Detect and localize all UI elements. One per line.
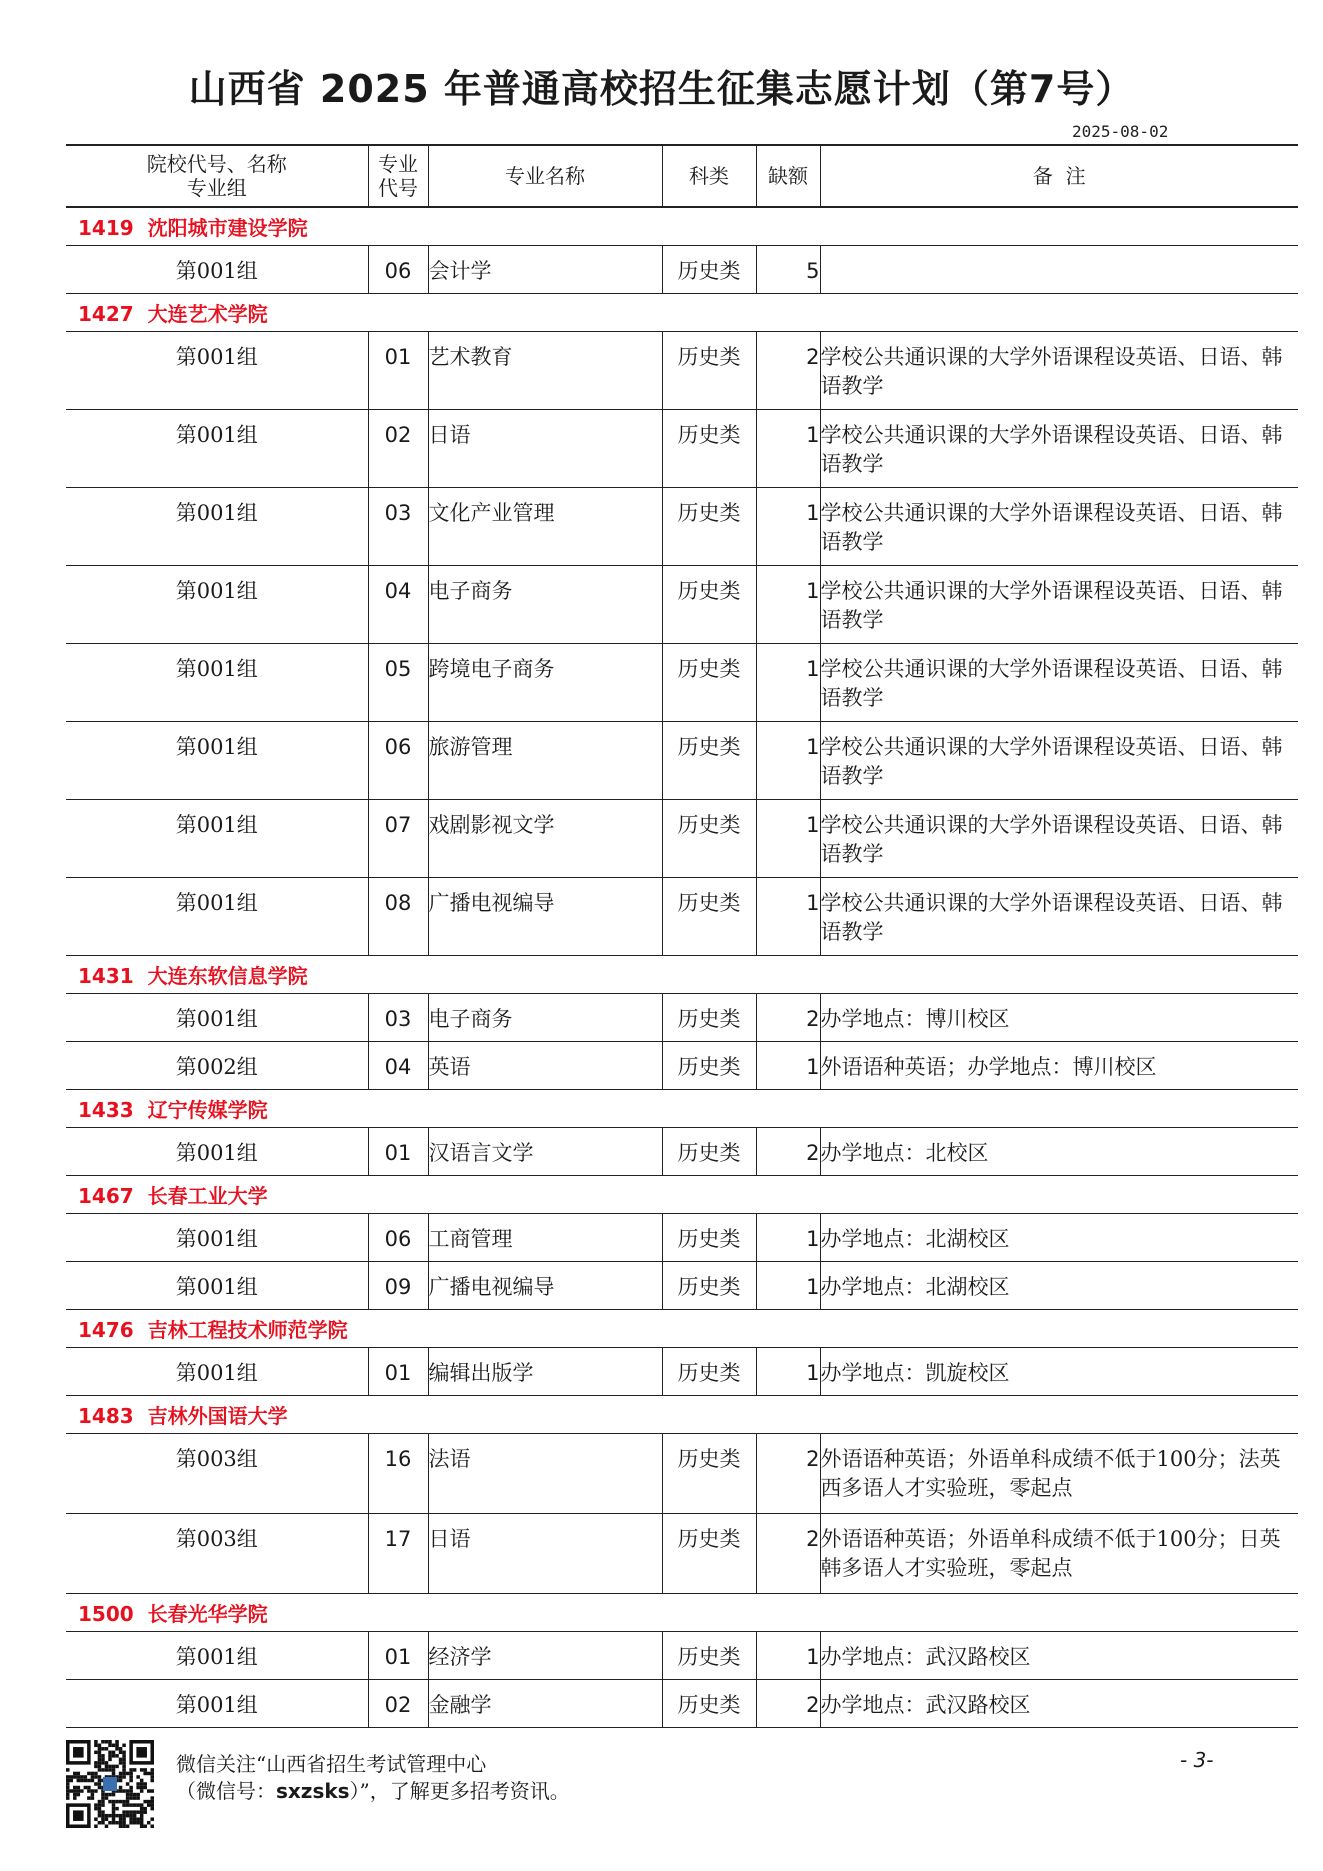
cell-category: 历史类 [662,1348,756,1396]
cell-major-code: 01 [368,332,428,410]
cell-group: 第001组 [66,332,368,410]
table-row [66,566,1298,644]
cell-major-name: 经济学 [428,1632,662,1680]
cell-major-code: 04 [368,1042,428,1090]
cell-major-name: 金融学 [428,1680,662,1728]
cell-major-code: 01 [368,1128,428,1176]
plan-table-body [66,207,1298,1728]
table-row [66,246,1298,294]
cell-group: 第001组 [66,1262,368,1310]
publish-date: 2025-08-02 [1072,122,1169,141]
cell-note: 学校公共通识课的大学外语课程设英语、日语、韩语教学 [820,722,1298,800]
table-row [66,488,1298,566]
cell-note: 办学地点：北校区 [820,1128,1298,1176]
wechat-id: sxzsks [276,1779,350,1803]
cell-quota: 2 [756,332,820,410]
school-heading: 1431 大连东软信息学院 [66,956,1298,994]
cell-group: 第001组 [66,722,368,800]
cell-group: 第002组 [66,1042,368,1090]
cell-major-name: 跨境电子商务 [428,644,662,722]
cell-note [820,246,1298,294]
cell-category: 历史类 [662,332,756,410]
cell-note: 学校公共通识课的大学外语课程设英语、日语、韩语教学 [820,566,1298,644]
cell-quota: 1 [756,410,820,488]
school-heading: 1467 长春工业大学 [66,1176,1298,1214]
cell-major-name: 日语 [428,410,662,488]
cell-major-code: 08 [368,878,428,956]
cell-quota: 1 [756,1348,820,1396]
cell-group: 第001组 [66,1680,368,1728]
table-row [66,410,1298,488]
wechat-follow-text: 微信关注“山西省招生考试管理中心 [176,1752,487,1776]
cell-quota: 1 [756,878,820,956]
cell-quota: 1 [756,1214,820,1262]
cell-group: 第003组 [66,1434,368,1514]
cell-major-code: 04 [368,566,428,644]
header-code: 专业 代号 [368,145,428,207]
plan-table [66,144,1298,1728]
cell-category: 历史类 [662,1632,756,1680]
cell-group: 第001组 [66,488,368,566]
school-heading: 1427 大连艺术学院 [66,294,1298,332]
cell-group: 第001组 [66,410,368,488]
table-row [66,1262,1298,1310]
cell-major-code: 02 [368,410,428,488]
table-row [66,1348,1298,1396]
school-heading-row [66,294,1298,332]
school-heading: 1483 吉林外国语大学 [66,1396,1298,1434]
cell-category: 历史类 [662,1128,756,1176]
cell-major-code: 16 [368,1434,428,1514]
cell-note: 外语语种英语；外语单科成绩不低于100分；日英韩多语人才实验班，零起点 [820,1514,1298,1594]
school-heading: 1476 吉林工程技术师范学院 [66,1310,1298,1348]
qr-code-icon [66,1740,154,1828]
cell-group: 第001组 [66,800,368,878]
cell-category: 历史类 [662,566,756,644]
table-row [66,1128,1298,1176]
cell-group: 第003组 [66,1514,368,1594]
cell-major-code: 02 [368,1680,428,1728]
table-header-row [66,145,1298,207]
cell-quota: 1 [756,1262,820,1310]
header-category: 科类 [662,145,756,207]
school-heading: 1500 长春光华学院 [66,1594,1298,1632]
cell-major-name: 旅游管理 [428,722,662,800]
cell-category: 历史类 [662,246,756,294]
cell-quota: 1 [756,800,820,878]
header-school: 院校代号、名称 专业组 [66,145,368,207]
school-heading-row [66,207,1298,246]
cell-note: 学校公共通识课的大学外语课程设英语、日语、韩语教学 [820,488,1298,566]
page-number: - 3- [1180,1748,1214,1772]
table-row [66,332,1298,410]
cell-category: 历史类 [662,1262,756,1310]
cell-note: 外语语种英语；外语单科成绩不低于100分；法英西多语人才实验班，零起点 [820,1434,1298,1514]
cell-group: 第001组 [66,994,368,1042]
cell-category: 历史类 [662,644,756,722]
cell-group: 第001组 [66,878,368,956]
cell-major-name: 工商管理 [428,1214,662,1262]
cell-note: 学校公共通识课的大学外语课程设英语、日语、韩语教学 [820,878,1298,956]
cell-quota: 1 [756,722,820,800]
cell-note: 学校公共通识课的大学外语课程设英语、日语、韩语教学 [820,332,1298,410]
cell-major-code: 03 [368,994,428,1042]
cell-category: 历史类 [662,878,756,956]
table-row [66,1042,1298,1090]
header-major: 专业名称 [428,145,662,207]
cell-major-code: 17 [368,1514,428,1594]
cell-quota: 5 [756,246,820,294]
cell-quota: 1 [756,488,820,566]
cell-quota: 2 [756,1434,820,1514]
cell-major-name: 编辑出版学 [428,1348,662,1396]
cell-category: 历史类 [662,800,756,878]
school-heading-row [66,956,1298,994]
cell-major-name: 法语 [428,1434,662,1514]
header-note: 备 注 [820,145,1298,207]
cell-note: 办学地点：北湖校区 [820,1262,1298,1310]
page-footer [0,1740,1323,1840]
cell-category: 历史类 [662,722,756,800]
cell-quota: 1 [756,644,820,722]
table-row [66,644,1298,722]
cell-category: 历史类 [662,1042,756,1090]
cell-major-name: 广播电视编导 [428,1262,662,1310]
school-heading-row [66,1176,1298,1214]
cell-group: 第001组 [66,246,368,294]
cell-note: 办学地点：北湖校区 [820,1214,1298,1262]
table-row [66,722,1298,800]
table-row [66,1434,1298,1514]
cell-note: 办学地点：博川校区 [820,994,1298,1042]
cell-major-code: 07 [368,800,428,878]
table-row [66,1632,1298,1680]
table-row [66,1514,1298,1594]
table-row [66,800,1298,878]
cell-note: 学校公共通识课的大学外语课程设英语、日语、韩语教学 [820,800,1298,878]
cell-major-code: 06 [368,722,428,800]
cell-group: 第001组 [66,1128,368,1176]
school-heading-row [66,1396,1298,1434]
table-row [66,1680,1298,1728]
cell-major-name: 文化产业管理 [428,488,662,566]
cell-major-name: 戏剧影视文学 [428,800,662,878]
cell-major-name: 会计学 [428,246,662,294]
cell-group: 第001组 [66,1632,368,1680]
cell-quota: 2 [756,1128,820,1176]
cell-major-name: 广播电视编导 [428,878,662,956]
cell-quota: 1 [756,566,820,644]
cell-note: 办学地点：武汉路校区 [820,1632,1298,1680]
cell-major-code: 06 [368,1214,428,1262]
cell-category: 历史类 [662,1680,756,1728]
cell-major-name: 电子商务 [428,994,662,1042]
cell-note: 办学地点：武汉路校区 [820,1680,1298,1728]
cell-major-code: 01 [368,1632,428,1680]
school-heading-row [66,1594,1298,1632]
cell-major-code: 01 [368,1348,428,1396]
cell-major-name: 电子商务 [428,566,662,644]
cell-category: 历史类 [662,488,756,566]
cell-category: 历史类 [662,1214,756,1262]
cell-note: 外语语种英语；办学地点：博川校区 [820,1042,1298,1090]
cell-quota: 2 [756,1514,820,1594]
cell-quota: 2 [756,1680,820,1728]
cell-category: 历史类 [662,994,756,1042]
cell-major-name: 汉语言文学 [428,1128,662,1176]
school-heading-row [66,1310,1298,1348]
cell-category: 历史类 [662,1514,756,1594]
cell-note: 办学地点：凯旋校区 [820,1348,1298,1396]
cell-category: 历史类 [662,1434,756,1514]
cell-group: 第001组 [66,1214,368,1262]
cell-major-code: 09 [368,1262,428,1310]
cell-group: 第001组 [66,644,368,722]
school-heading: 1433 辽宁传媒学院 [66,1090,1298,1128]
cell-major-code: 05 [368,644,428,722]
cell-major-code: 03 [368,488,428,566]
wechat-id-text: （微信号：sxzsks）”，了解更多招考资讯。 [176,1779,570,1803]
cell-quota: 1 [756,1042,820,1090]
page-title: 山西省 2025 年普通高校招生征集志愿计划（第7号） [188,67,1135,111]
cell-group: 第001组 [66,566,368,644]
cell-category: 历史类 [662,410,756,488]
cell-group: 第001组 [66,1348,368,1396]
table-row [66,878,1298,956]
cell-major-name: 艺术教育 [428,332,662,410]
table-row [66,1214,1298,1262]
school-heading: 1419 沈阳城市建设学院 [66,207,1298,246]
cell-quota: 2 [756,994,820,1042]
cell-note: 学校公共通识课的大学外语课程设英语、日语、韩语教学 [820,410,1298,488]
table-row [66,994,1298,1042]
header-quota: 缺额 [756,145,820,207]
cell-note: 学校公共通识课的大学外语课程设英语、日语、韩语教学 [820,644,1298,722]
cell-major-name: 日语 [428,1514,662,1594]
cell-major-code: 06 [368,246,428,294]
cell-major-name: 英语 [428,1042,662,1090]
cell-quota: 1 [756,1632,820,1680]
school-heading-row [66,1090,1298,1128]
